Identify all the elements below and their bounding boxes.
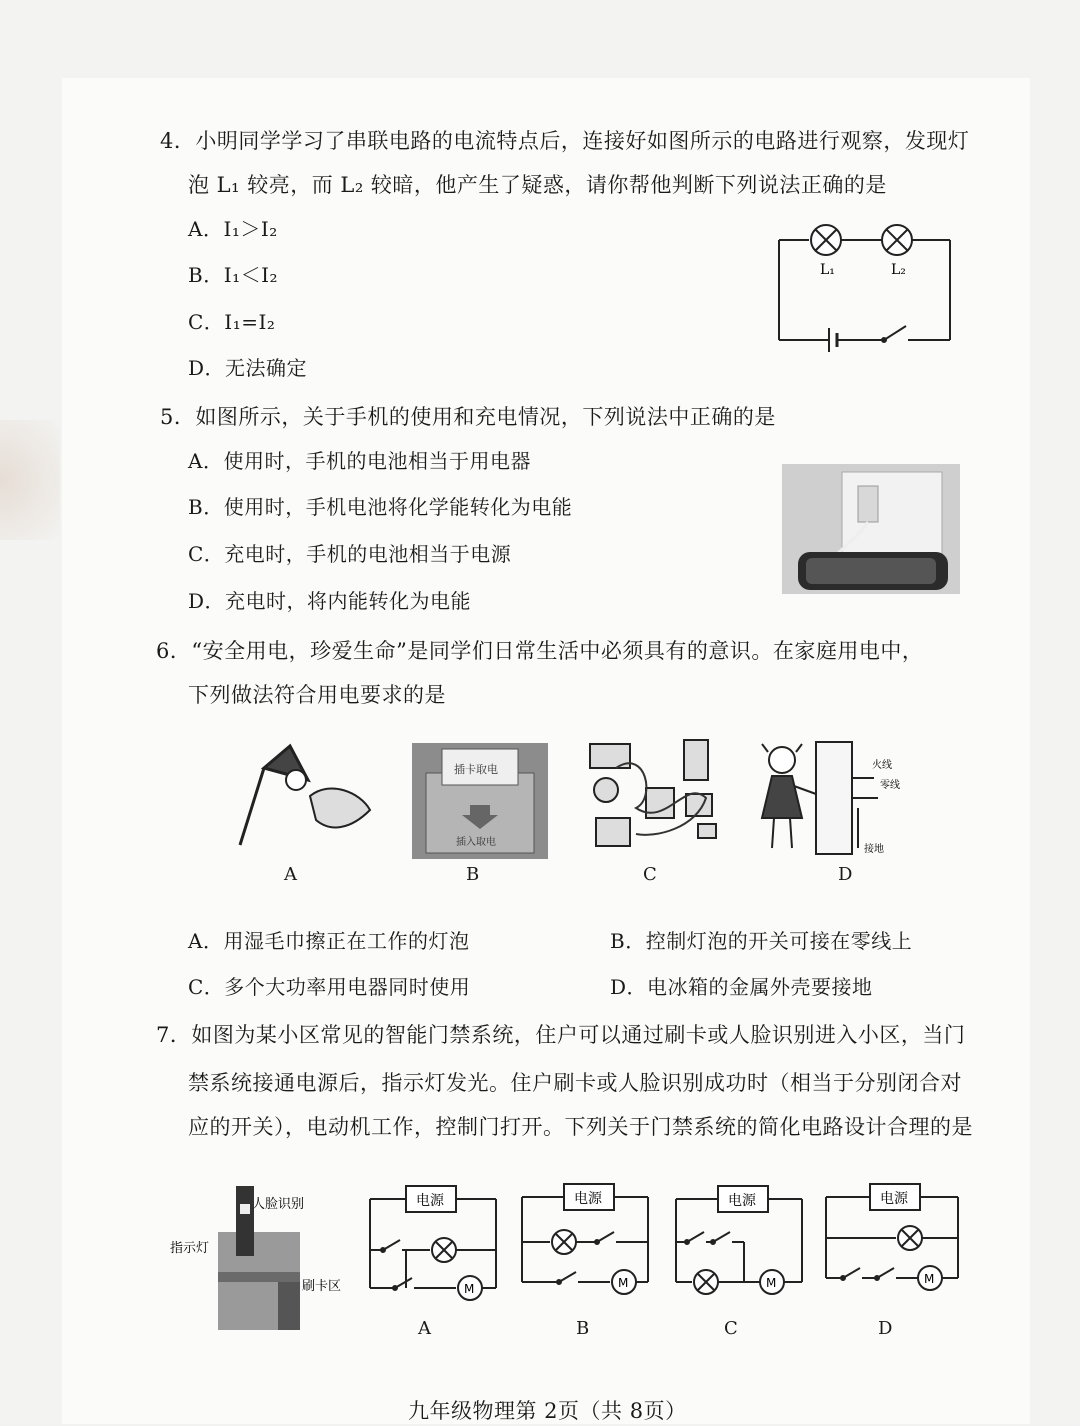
paper-stain — [0, 420, 60, 540]
q7-stem-line1: 7．如图为某小区常见的智能门禁系统，住户可以通过刷卡或人脸识别进入小区，当门 — [156, 1023, 966, 1047]
q4-label-l1: L₁ — [820, 262, 835, 278]
q4-series-circuit-diagram — [774, 228, 954, 346]
q6-figure-c-appliances — [586, 738, 736, 858]
q6-card-text: 插卡取电 — [454, 763, 498, 776]
q6-figure-b-card-slot — [412, 743, 548, 859]
q4-option-d: D．无法确定 — [188, 356, 308, 380]
q5-phone-charging-photo — [782, 464, 960, 594]
q7-caption-d: D — [878, 1318, 893, 1339]
q7c-power-label: 电源 — [728, 1193, 756, 1209]
q4-option-c: C．I₁=I₂ — [188, 310, 276, 334]
q6-fridge-live-label: 火线 — [872, 760, 892, 771]
q7d-motor-label: M — [924, 1272, 935, 1286]
q6-stem-line1: 6．“安全用电，珍爱生命”是同学们日常生活中必须具有的意识。在家庭用电中， — [156, 639, 924, 663]
q6-caption-d: D — [838, 864, 853, 885]
q5-option-a: A．使用时，手机的电池相当于用电器 — [188, 449, 531, 473]
q6-option-b: B．控制灯泡的开关可接在零线上 — [610, 929, 913, 953]
q4-stem-line1: 4．小明同学学习了串联电路的电流特点后，连接好如图所示的电路进行观察，发现灯 — [160, 129, 970, 153]
q6-figure-d-fridge-grounded — [754, 738, 930, 860]
q5-option-b: B．使用时，手机电池将化学能转化为电能 — [188, 495, 573, 519]
q4-option-a: A．I₁＞I₂ — [188, 217, 278, 241]
q7-circuit-d — [822, 1180, 964, 1290]
q6-option-c: C．多个大功率用电器同时使用 — [188, 975, 471, 999]
q6-slot-text: 插入取电 — [456, 837, 496, 848]
q7a-motor-label: M — [464, 1282, 475, 1296]
q4-option-b: B．I₁＜I₂ — [188, 263, 279, 287]
q5-option-c: C．充电时，手机的电池相当于电源 — [188, 542, 512, 566]
q7-circuit-b — [518, 1182, 654, 1292]
q6-option-d: D．电冰箱的金属外壳要接地 — [610, 975, 873, 999]
q6-figure-a-lamp — [230, 740, 380, 850]
page-footer: 九年级物理第 2页（共 8页） — [408, 1399, 687, 1423]
q4-label-l2: L₂ — [891, 262, 906, 278]
q7-circuit-a — [366, 1184, 502, 1302]
q7d-power-label: 电源 — [880, 1191, 908, 1207]
exam-page — [62, 78, 1030, 1424]
q6-caption-b: B — [466, 864, 480, 885]
q7-caption-c: C — [724, 1318, 738, 1339]
q7-caption-b: B — [576, 1318, 590, 1339]
q6-caption-a: A — [284, 864, 297, 885]
q7-stem-line3: 应的开关），电动机工作，控制门打开。下列关于门禁系统的简化电路设计合理的是 — [188, 1115, 973, 1139]
q5-option-d: D．充电时，将内能转化为电能 — [188, 589, 472, 613]
q7a-power-label: 电源 — [416, 1193, 444, 1209]
q7-face-recognition-label: 人脸识别 — [252, 1197, 305, 1212]
q6-fridge-neutral-label: 零线 — [880, 780, 900, 791]
q7b-motor-label: M — [618, 1276, 629, 1290]
q6-fridge-ground-label: 接地 — [864, 844, 884, 855]
q7b-power-label: 电源 — [574, 1191, 602, 1207]
q6-option-a: A．用湿毛巾擦正在工作的灯泡 — [188, 929, 470, 953]
q7c-motor-label: M — [766, 1276, 777, 1290]
q7-caption-a: A — [418, 1318, 431, 1339]
q7-indicator-label: 指示灯 — [170, 1241, 210, 1256]
q6-stem-line2: 下列做法符合用电要求的是 — [188, 683, 446, 707]
q5-stem-line1: 5．如图所示，关于手机的使用和充电情况，下列说法中正确的是 — [160, 405, 776, 429]
q7-card-area-label: 刷卡区 — [302, 1279, 342, 1294]
q7-circuit-c — [672, 1182, 808, 1292]
q6-caption-c: C — [643, 864, 657, 885]
q7-stem-line2: 禁系统接通电源后，指示灯发光。住户刷卡或人脸识别成功时（相当于分别闭合对 — [188, 1071, 962, 1095]
q4-stem-line2: 泡 L₁ 较亮，而 L₂ 较暗，他产生了疑惑，请你帮他判断下列说法正确的是 — [188, 173, 887, 197]
q7-access-gate-photo — [170, 1182, 350, 1332]
